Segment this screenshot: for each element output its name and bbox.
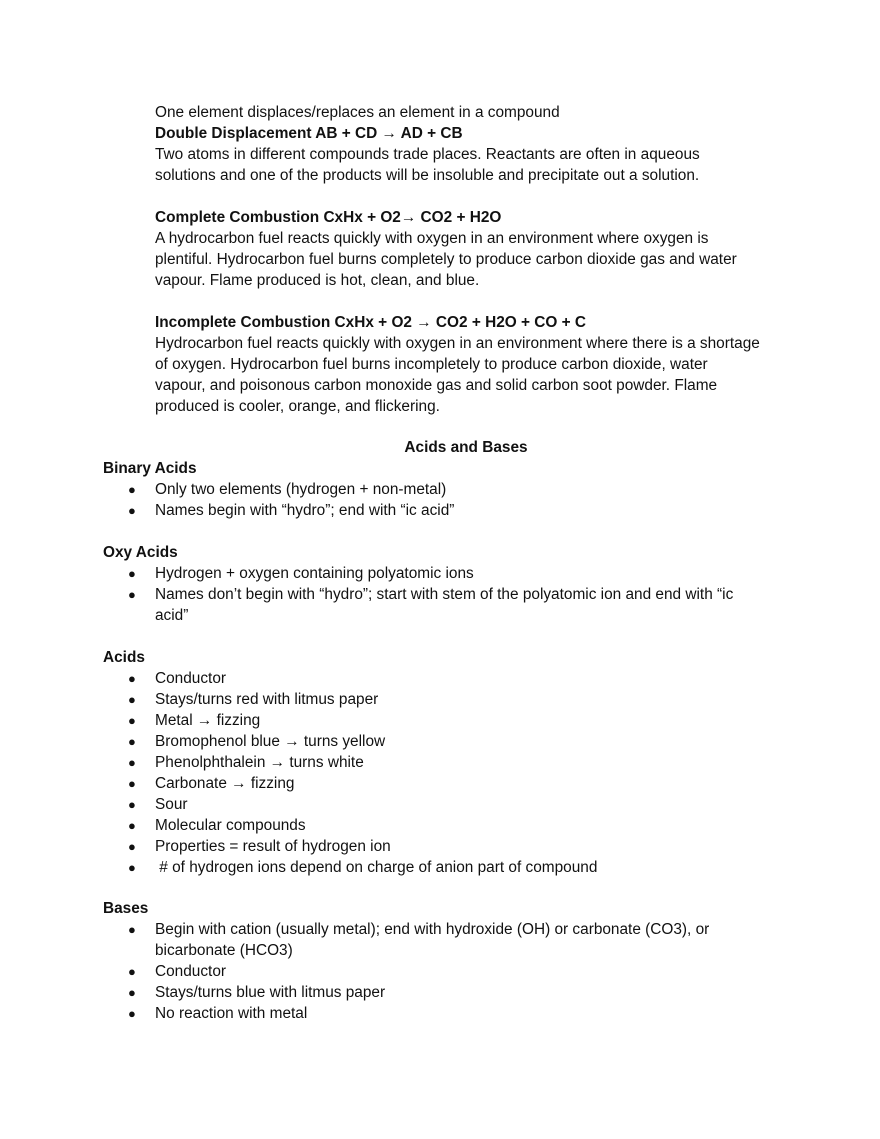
bullet-icon: ●	[128, 734, 136, 749]
incomplete-combustion-line: Hydrocarbon fuel reacts quickly with oxygen in an environment where there is a shortage	[155, 335, 760, 352]
acids-heading: Acids	[103, 649, 145, 666]
list-item: No reaction with metal	[155, 1005, 308, 1022]
bullet-icon: ●	[128, 692, 136, 707]
list-item-continuation: bicarbonate (HCO3)	[155, 942, 293, 959]
bullet-icon: ●	[128, 482, 136, 497]
single-displacement-desc: One element displaces/replaces an element in a compound	[155, 104, 560, 121]
bullet-icon: ●	[128, 818, 136, 833]
bullet-icon: ●	[128, 587, 136, 602]
list-item: Names begin with “hydro”; end with “ic acid”	[155, 502, 455, 519]
incomplete-combustion-line: produced is cooler, orange, and flickering.	[155, 398, 440, 415]
list-item: Conductor	[155, 670, 227, 687]
bullet-icon: ●	[128, 922, 136, 937]
double-displacement-line: solutions and one of the products will be insoluble and precipitate out a solution.	[155, 167, 700, 184]
list-item: Conductor	[155, 963, 227, 980]
list-item: Begin with cation (usually metal); end with hydroxide (OH) or carbonate (CO3), or	[155, 921, 710, 938]
list-item: Stays/turns red with litmus paper	[155, 691, 379, 708]
list-item-continuation: acid”	[155, 607, 189, 624]
bullet-icon: ●	[128, 964, 136, 979]
bullet-icon: ●	[128, 776, 136, 791]
complete-combustion-heading: Complete Combustion CxHx + O2→ CO2 + H2O	[155, 209, 502, 226]
incomplete-combustion-line: of oxygen. Hydrocarbon fuel burns incompletely to produce carbon dioxide, water	[155, 356, 708, 373]
incomplete-combustion-line: vapour, and poisonous carbon monoxide gas and solid carbon soot powder. Flame	[155, 377, 718, 394]
incomplete-combustion-heading: Incomplete Combustion CxHx + O2 → CO2 + H2O + CO + C	[155, 314, 587, 331]
bullet-icon: ●	[128, 839, 136, 854]
bullet-icon: ●	[128, 566, 136, 581]
list-item: # of hydrogen ions depend on charge of anion part of compound	[155, 859, 598, 876]
bullet-icon: ●	[128, 713, 136, 728]
list-item: Names don’t begin with “hydro”; start with stem of the polyatomic ion and end with “ic	[155, 586, 734, 603]
binary-acids-heading: Binary Acids	[103, 460, 197, 477]
bullet-icon: ●	[128, 671, 136, 686]
bullet-icon: ●	[128, 797, 136, 812]
list-item: Carbonate → fizzing	[155, 775, 295, 792]
bullet-icon: ●	[128, 503, 136, 518]
list-item: Properties = result of hydrogen ion	[155, 838, 391, 855]
double-displacement-line: Two atoms in different compounds trade places. Reactants are often in aqueous	[155, 146, 700, 163]
oxy-acids-heading: Oxy Acids	[103, 544, 178, 561]
complete-combustion-line: A hydrocarbon fuel reacts quickly with oxygen in an environment where oxygen is	[155, 230, 709, 247]
bullet-icon: ●	[128, 755, 136, 770]
bullet-icon: ●	[128, 985, 136, 1000]
list-item: Only two elements (hydrogen + non-metal)	[155, 481, 447, 498]
bullet-icon: ●	[128, 860, 136, 875]
bases-heading: Bases	[103, 900, 149, 917]
list-item: Bromophenol blue → turns yellow	[155, 733, 386, 750]
double-displacement-heading: Double Displacement AB + CD → AD + CB	[155, 125, 463, 142]
list-item: Metal → fizzing	[155, 712, 261, 729]
list-item: Molecular compounds	[155, 817, 306, 834]
section-title-acids-bases: Acids and Bases	[404, 439, 528, 456]
list-item: Hydrogen + oxygen containing polyatomic ions	[155, 565, 474, 582]
list-item: Phenolphthalein → turns white	[155, 754, 364, 771]
complete-combustion-line: plentiful. Hydrocarbon fuel burns completely to produce carbon dioxide gas and water	[155, 251, 737, 268]
list-item: Sour	[155, 796, 188, 813]
complete-combustion-line: vapour. Flame produced is hot, clean, and blue.	[155, 272, 480, 289]
list-item: Stays/turns blue with litmus paper	[155, 984, 386, 1001]
bullet-icon: ●	[128, 1006, 136, 1021]
